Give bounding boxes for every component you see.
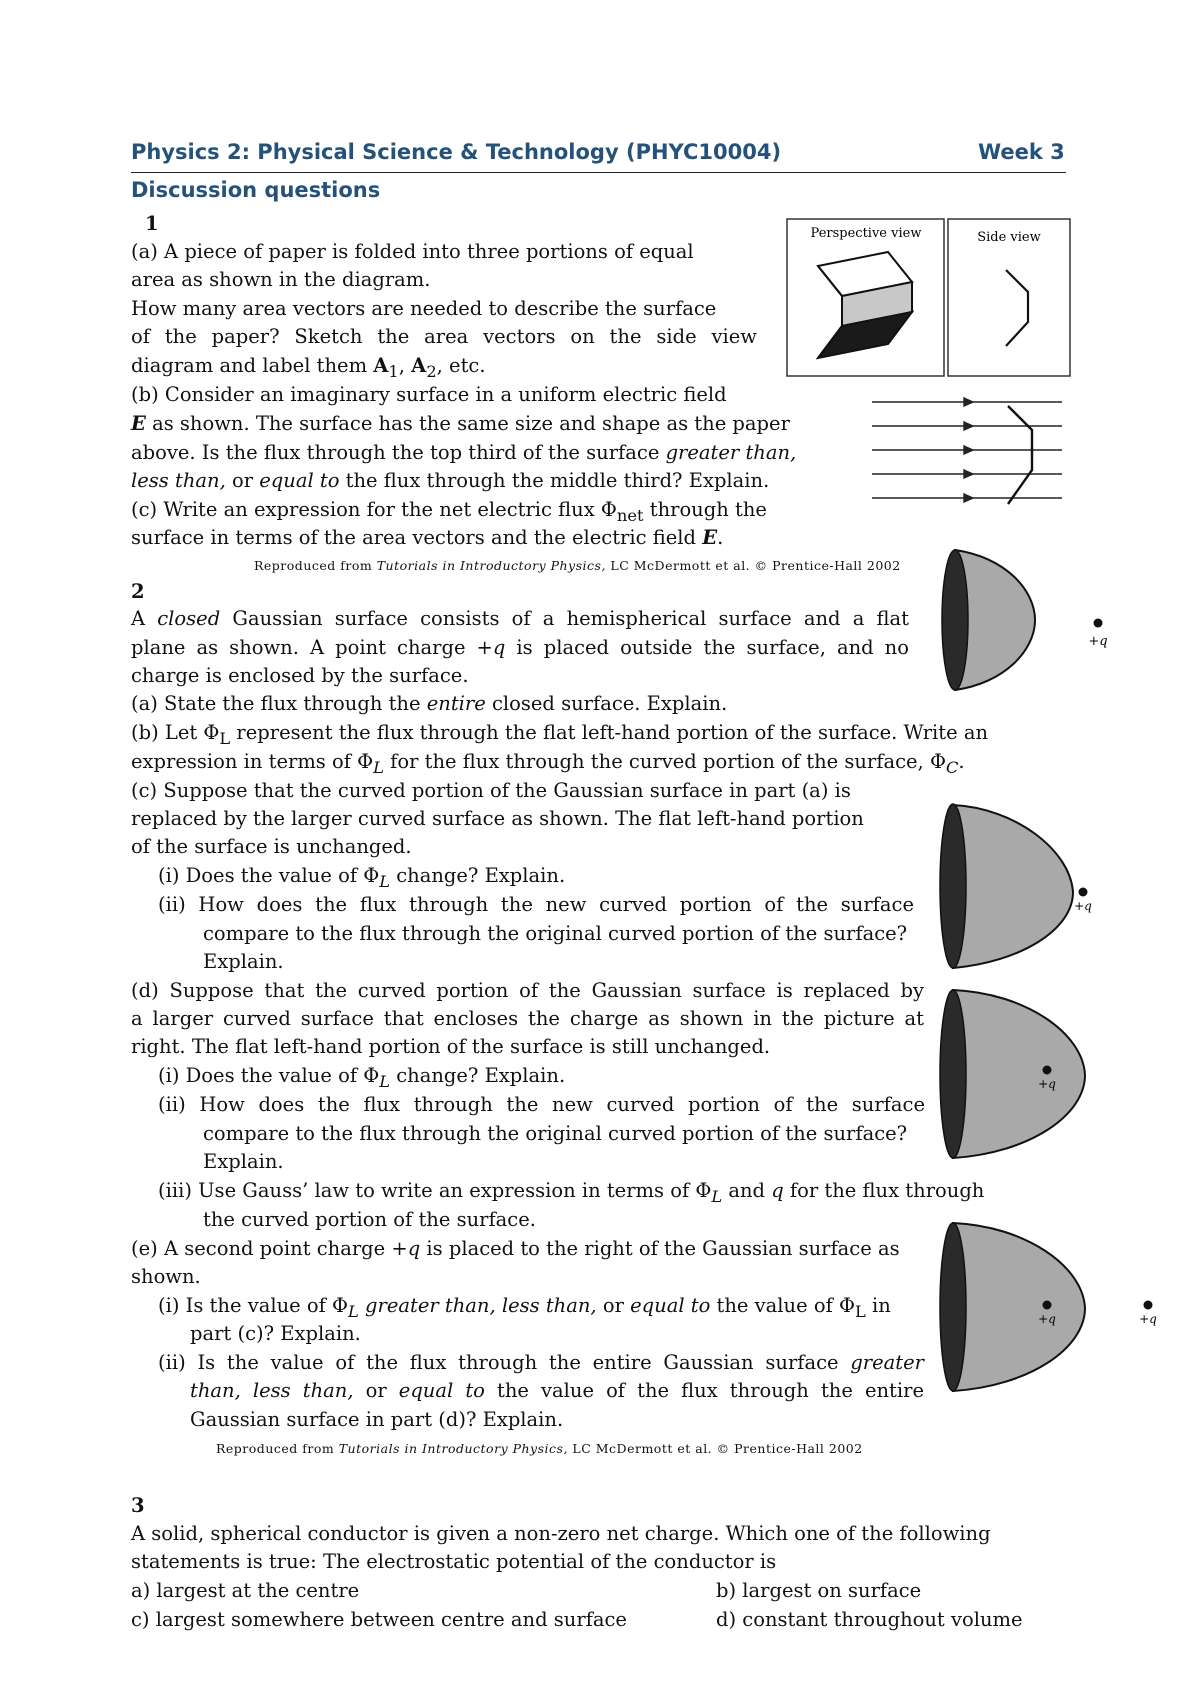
header-rule bbox=[131, 172, 1066, 173]
q2-c-ii-line2: compare to the flux through the original curved portion of the surface? bbox=[203, 922, 908, 945]
flat-surface bbox=[940, 804, 966, 968]
q2-b-line1: (b) Let $\Phi_L$ represent the flux through the flat left-hand portion of the surface. Write an bbox=[131, 721, 989, 748]
q2-c-line2: replaced by the larger curved surface as shown. The flat left-hand portion bbox=[131, 807, 864, 830]
q1-b-line2: E as shown. The surface has the same size and shape as the paper bbox=[131, 412, 790, 435]
q1-c-line1: (c) Write an expression for the net electric flux $\Phi_{net}$ through the bbox=[131, 498, 767, 525]
second-charge-figure bbox=[935, 1218, 1185, 1396]
point-charge bbox=[1094, 619, 1103, 628]
q2-c-line3: of the surface is unchanged. bbox=[131, 835, 412, 858]
larger-curved-surface bbox=[953, 805, 1073, 968]
q2-d-ii-line1: (ii) How does the flux through the new curved portion of the surface bbox=[158, 1093, 925, 1116]
q1-b-line1: (b) Consider an imaginary surface in a uniform electric field bbox=[131, 383, 727, 406]
question-3-number: 3 bbox=[131, 1494, 145, 1517]
larger-surface-figure bbox=[935, 800, 1095, 975]
q1-c-line2: surface in terms of the area vectors and the electric field E. bbox=[131, 526, 724, 549]
folded-paper-diagram bbox=[786, 218, 1072, 378]
question-2-number: 2 bbox=[131, 580, 145, 603]
q1-a-line5: diagram and label them $A_1$, $A_2$, etc. bbox=[131, 354, 486, 381]
enclosed-charge bbox=[1043, 1066, 1052, 1075]
gaussian-hemisphere-figure bbox=[935, 545, 1160, 695]
uniform-field-diagram bbox=[872, 392, 1072, 512]
charge-label: +q bbox=[1038, 1077, 1056, 1091]
q2-d-line1: (d) Suppose that the curved portion of the Gaussian surface is replaced by bbox=[131, 979, 924, 1002]
perspective-view-label: Perspective view bbox=[810, 226, 922, 241]
q2-c-ii-line1: (ii) How does the flux through the new curved portion of the surface bbox=[158, 893, 914, 916]
q2-e-i-line2: part (c)? Explain. bbox=[190, 1322, 361, 1345]
q2-d-i: (i) Does the value of $\Phi_L$ change? Explain. bbox=[158, 1064, 566, 1091]
q2-d-line3: right. The flat left-hand portion of the surface is still unchanged. bbox=[131, 1035, 771, 1058]
q2-c-ii-line3: Explain. bbox=[203, 950, 284, 973]
q2-e-ii-line1: (ii) Is the value of the flux through the entire Gaussian surface greater bbox=[158, 1351, 924, 1374]
point-charge bbox=[1079, 888, 1088, 897]
enclosing-curved-surface bbox=[953, 990, 1085, 1158]
hemisphere-flat-surface bbox=[942, 550, 968, 690]
q2-intro-line1: A closed Gaussian surface consists of a hemispherical surface and a flat bbox=[131, 607, 909, 630]
charge-label: +q bbox=[1139, 1312, 1157, 1326]
q2-d-iii-line1: (iii) Use Gauss’ law to write an expression in terms of $\Phi_L$ and q for the flux through bbox=[158, 1179, 985, 1206]
q2-d-ii-line2: compare to the flux through the original curved portion of the surface? bbox=[203, 1122, 908, 1145]
citation-1: Reproduced from Tutorials in Introductory Physics, LC McDermott et al. © Prentice-Hall 2002 bbox=[254, 558, 901, 573]
q2-c-i: (i) Does the value of $\Phi_L$ change? Explain. bbox=[158, 864, 566, 891]
q1-a-line1: (a) A piece of paper is folded into three portions of equal bbox=[131, 240, 694, 263]
q2-e-i-line1: (i) Is the value of $\Phi_L$ greater than, less than, or equal to the value of $\Phi_L$ in bbox=[158, 1294, 891, 1321]
charge-label: +q bbox=[1038, 1312, 1056, 1326]
q2-e-line1: (e) A second point charge +q is placed to the right of the Gaussian surface as bbox=[131, 1237, 900, 1260]
enclosing-surface-figure bbox=[935, 985, 1095, 1163]
q3-option-d: d) constant throughout volume bbox=[716, 1608, 1023, 1631]
q2-b-line2: expression in terms of $\Phi_L$ for the flux through the curved portion of the surface, $\Phi_C$. bbox=[131, 750, 965, 777]
citation-2: Reproduced from Tutorials in Introductory Physics, LC McDermott et al. © Prentice-Hall 2002 bbox=[216, 1441, 863, 1456]
side-view-label: Side view bbox=[977, 230, 1041, 245]
q3-line2: statements is true: The electrostatic potential of the conductor is bbox=[131, 1550, 777, 1573]
q3-option-c: c) largest somewhere between centre and surface bbox=[131, 1608, 627, 1631]
q1-b-line4: less than, or equal to the flux through the middle third? Explain. bbox=[131, 469, 770, 492]
q2-d-line2: a larger curved surface that encloses the charge as shown in the picture at bbox=[131, 1007, 924, 1030]
q2-intro-line2: plane as shown. A point charge +q is placed outside the surface, and no bbox=[131, 636, 909, 659]
question-1-number: 1 bbox=[145, 212, 159, 235]
q2-intro-line3: charge is enclosed by the surface. bbox=[131, 664, 469, 687]
q1-a-line3: How many area vectors are needed to describe the surface bbox=[131, 297, 717, 320]
enclosed-charge bbox=[1043, 1301, 1052, 1310]
q2-a: (a) State the flux through the entire closed surface. Explain. bbox=[131, 692, 728, 715]
flat-surface bbox=[940, 990, 966, 1158]
q2-e-line2: shown. bbox=[131, 1265, 201, 1288]
q1-a-line4: of the paper? Sketch the area vectors on the side view bbox=[131, 325, 757, 348]
charge-label: +q bbox=[1088, 634, 1108, 649]
enclosing-curved-surface bbox=[953, 1223, 1085, 1391]
q2-c-line1: (c) Suppose that the curved portion of the Gaussian surface in part (a) is bbox=[131, 779, 851, 802]
q3-line1: A solid, spherical conductor is given a non-zero net charge. Which one of the following bbox=[131, 1522, 991, 1545]
q2-e-ii-line2: than, less than, or equal to the value of the flux through the entire bbox=[190, 1379, 924, 1402]
course-title: Physics 2: Physical Science & Technology (PHYC10004) bbox=[131, 140, 782, 164]
q2-e-ii-line3: Gaussian surface in part (d)? Explain. bbox=[190, 1408, 564, 1431]
q3-option-b: b) largest on surface bbox=[716, 1579, 922, 1602]
second-point-charge bbox=[1144, 1301, 1153, 1310]
q1-b-line3: above. Is the flux through the top third of the surface greater than, bbox=[131, 441, 797, 464]
q2-d-ii-line3: Explain. bbox=[203, 1150, 284, 1173]
q2-d-iii-line2: the curved portion of the surface. bbox=[203, 1208, 536, 1231]
q1-a-line2: area as shown in the diagram. bbox=[131, 268, 431, 291]
charge-label: +q bbox=[1074, 899, 1092, 913]
q3-option-a: a) largest at the centre bbox=[131, 1579, 360, 1602]
week-label: Week 3 bbox=[978, 140, 1065, 164]
flat-surface bbox=[940, 1223, 966, 1391]
section-title: Discussion questions bbox=[131, 178, 381, 202]
imaginary-surface bbox=[1008, 406, 1032, 504]
